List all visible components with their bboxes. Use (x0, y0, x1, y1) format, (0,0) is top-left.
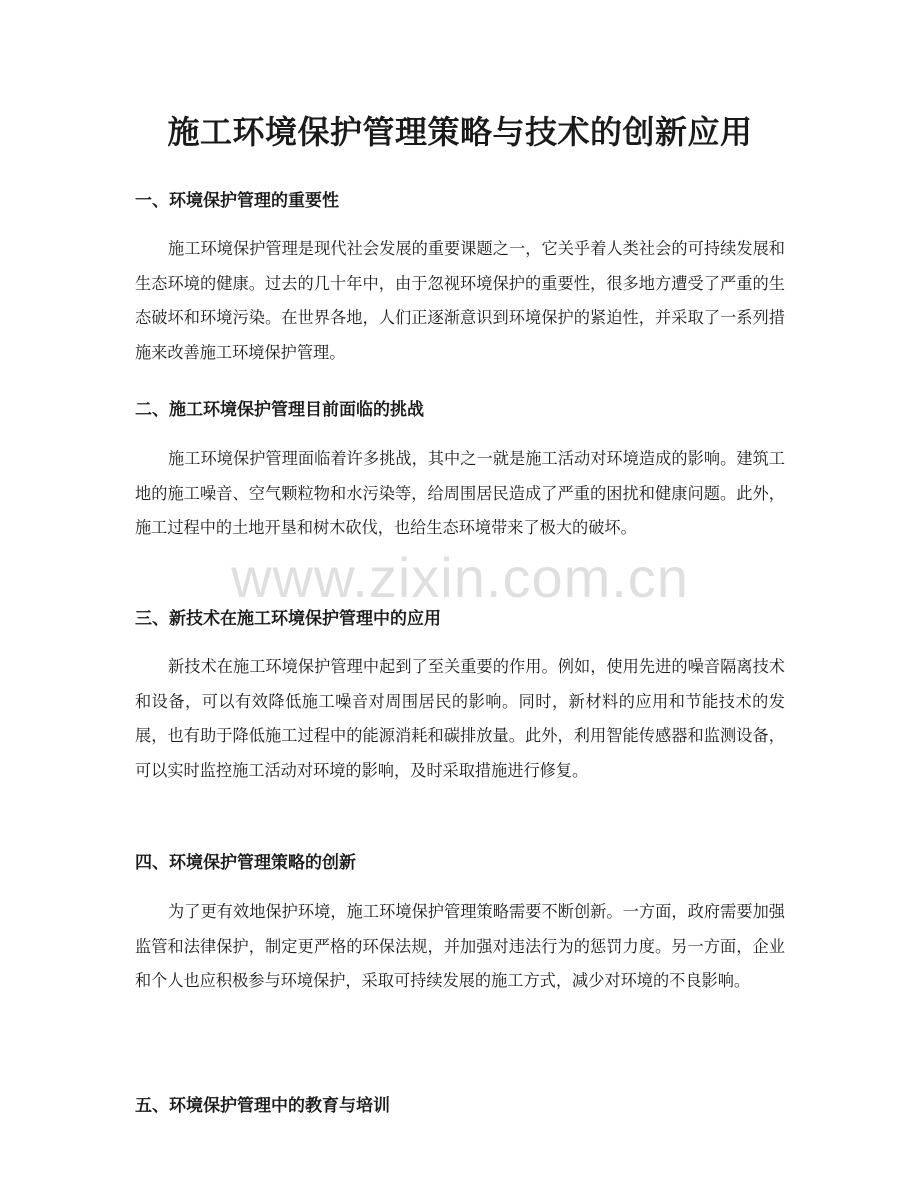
section-paragraph-3: 新技术在施工环境保护管理中起到了至关重要的作用。例如，使用先进的噪音隔离技术和设备，可以有效降低施工噪音对周围居民的影响。同时，新材料的应用和节能技术的发展，也有助于降低施工过程中的能源消耗和碳排放量。此外，利用智能传感器和监测设备，可以实时监控施工活动对环境的影响，及时采取措施进行修复。 (135, 657, 785, 780)
section-heading-5: 五、环境保护管理中的教育与培训 (135, 1096, 390, 1116)
page-title: 施工环境保护管理策略与技术的创新应用 (167, 113, 753, 151)
section-heading-3: 三、新技术在施工环境保护管理中的应用 (135, 609, 441, 629)
section-heading-2: 二、施工环境保护管理目前面临的挑战 (135, 400, 424, 420)
section-paragraph-2: 施工环境保护管理面临着许多挑战，其中之一就是施工活动对环境造成的影响。建筑工地的施工噪音、空气颗粒物和水污染等，给周围居民造成了严重的困扰和健康问题。此外，施工过程中的土地开垦和树木砍伐，也给生态环境带来了极大的破坏。 (135, 449, 785, 537)
section-paragraph-1: 施工环境保护管理是现代社会发展的重要课题之一，它关乎着人类社会的可持续发展和生态环境的健康。过去的几十年中，由于忽视环境保护的重要性，很多地方遭受了严重的生态破坏和环境污染。在世界各地，人们正逐渐意识到环境保护的紧迫性，并采取了一系列措施来改善施工环境保护管理。 (135, 239, 785, 362)
section-paragraph-4: 为了更有效地保护环境，施工环境保护管理策略需要不断创新。一方面，政府需要加强监管和法律保护，制定更严格的环保法规，并加强对违法行为的惩罚力度。另一方面，企业和个人也应积极参与环境保护，采取可持续发展的施工方式，减少对环境的不良影响。 (135, 902, 785, 990)
watermark: www.zixin.com.cn (231, 546, 689, 609)
section-heading-4: 四、环境保护管理策略的创新 (135, 853, 356, 873)
section-heading-1: 一、环境保护管理的重要性 (135, 191, 339, 211)
